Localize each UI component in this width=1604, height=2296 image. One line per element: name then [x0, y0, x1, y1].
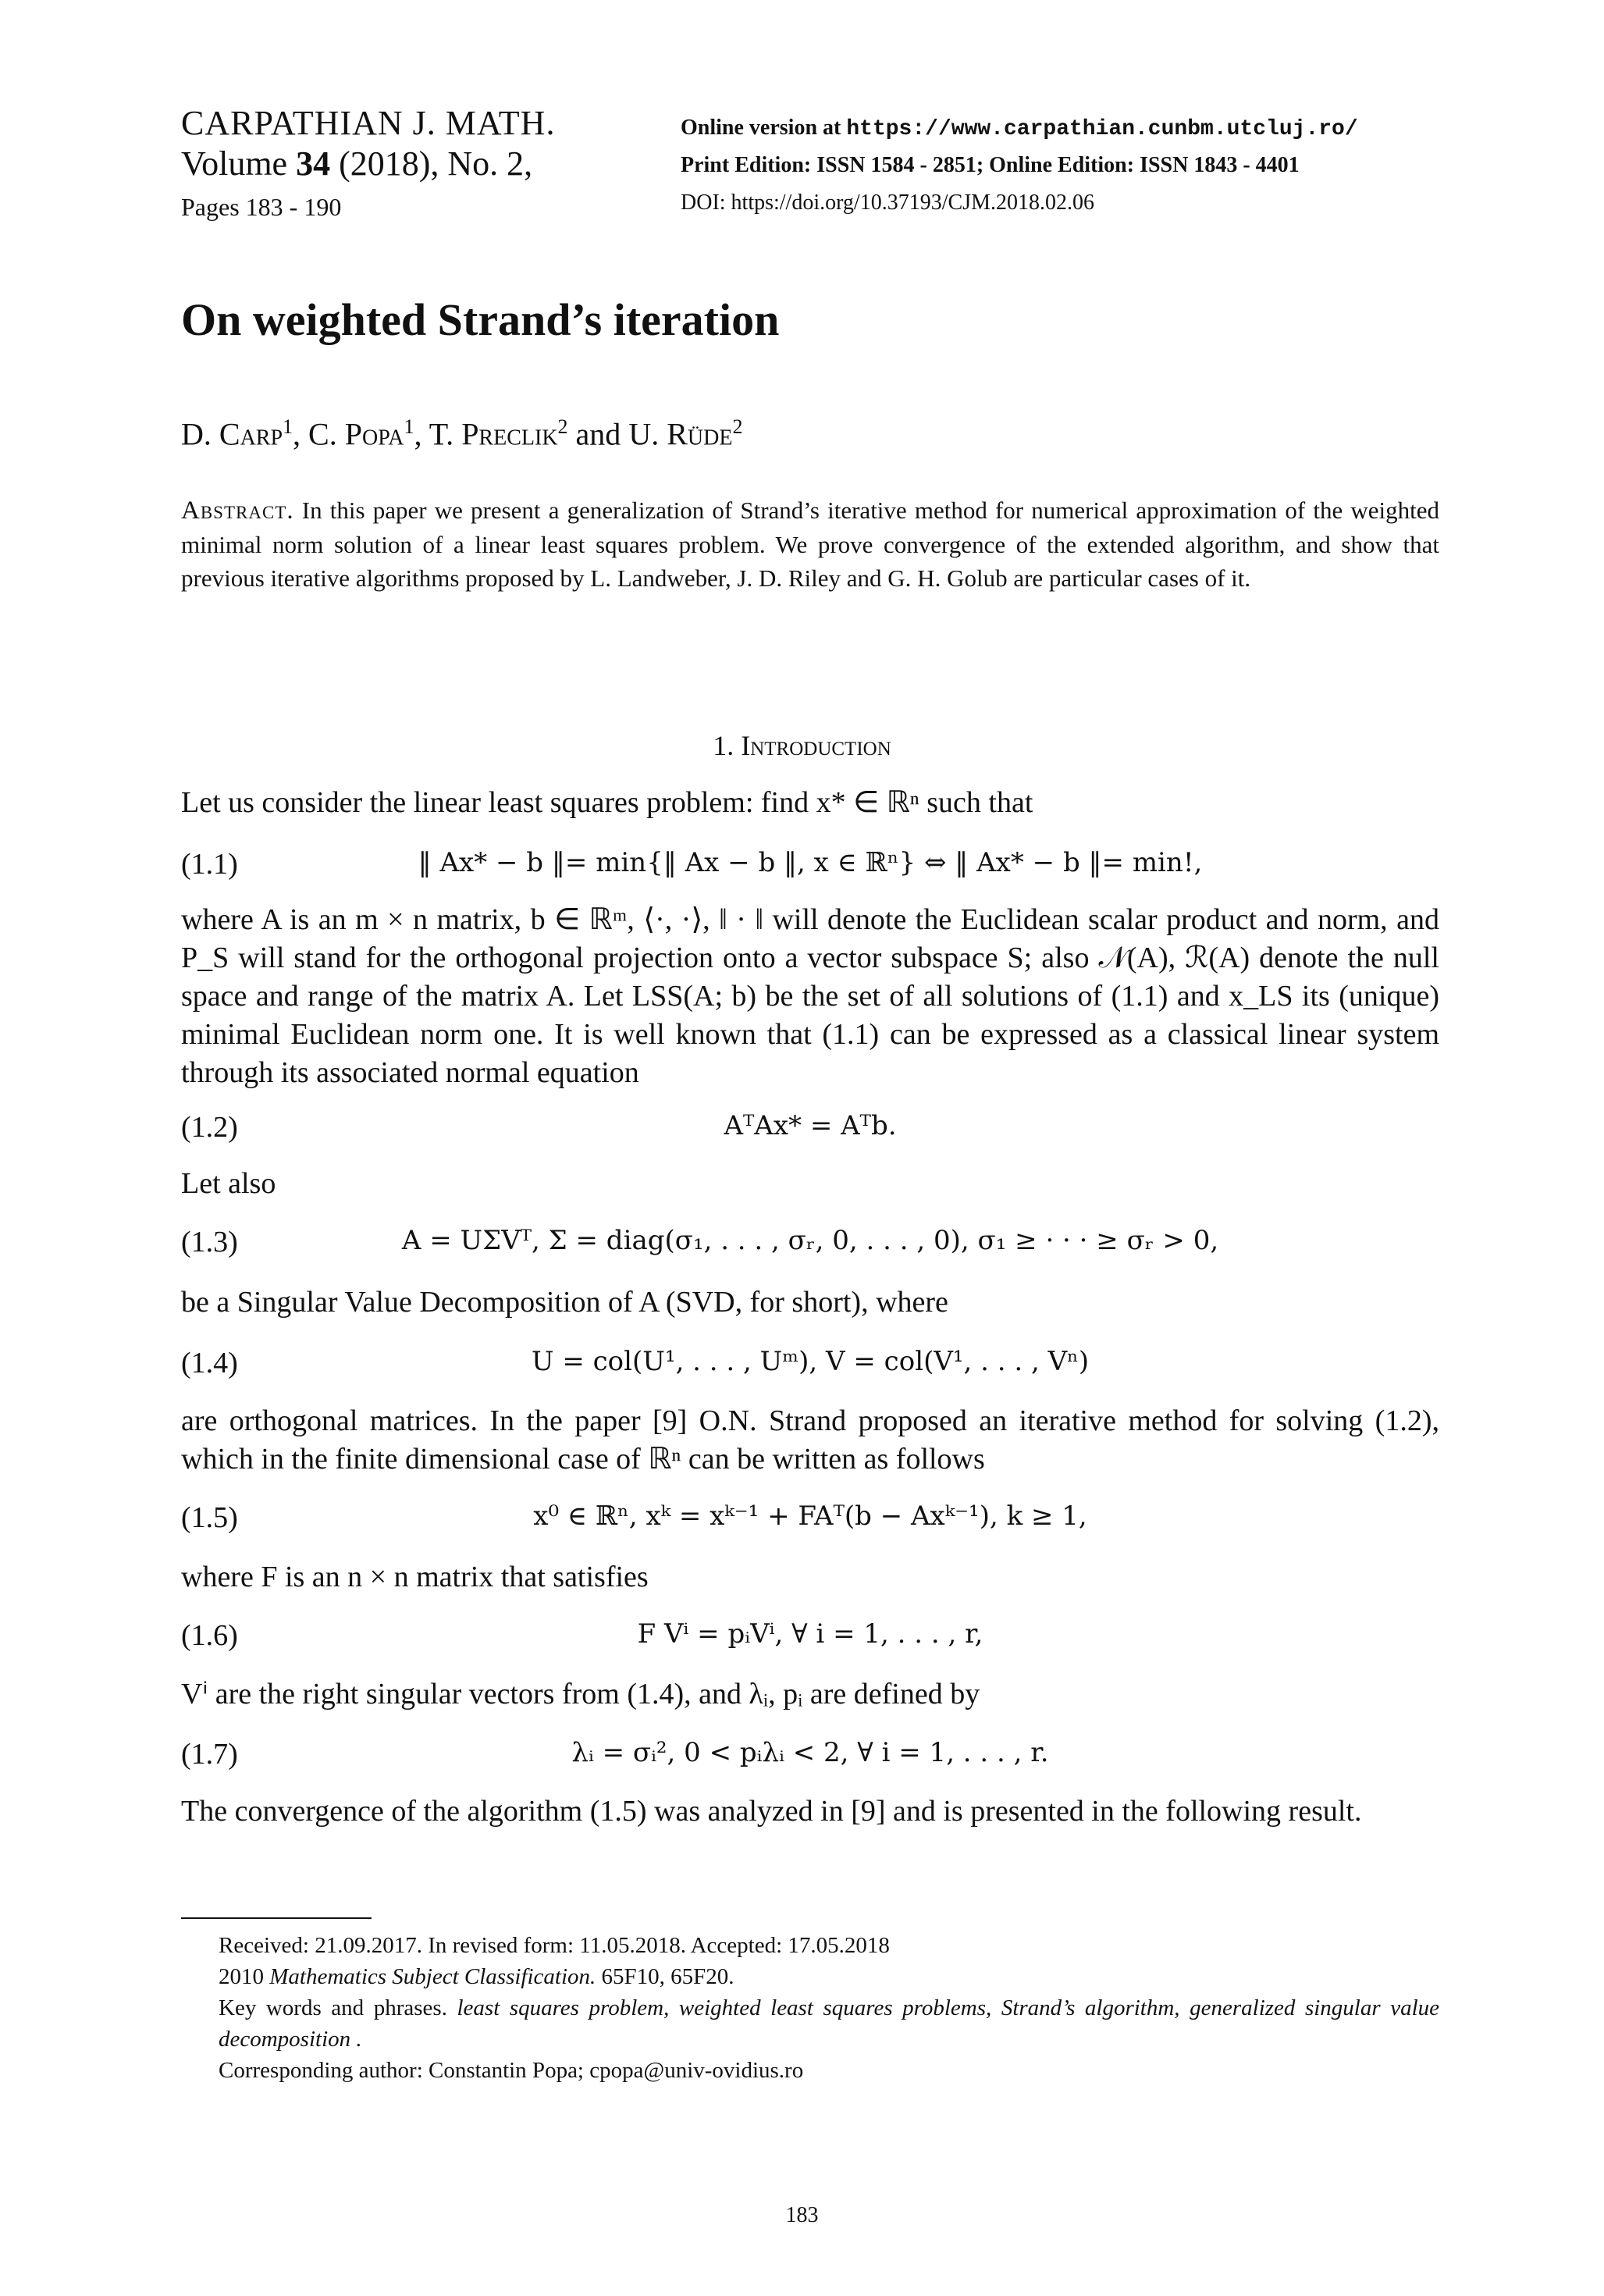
journal-pages: Pages 183 - 190 [181, 193, 342, 221]
issn-info: Print Edition: ISSN 1584 - 2851; Online Edition: ISSN 1843 - 4401 [681, 153, 1300, 177]
online-url-link[interactable]: https://www.carpathian.cunbm.utcluj.ro/ [846, 117, 1358, 141]
footnote-keywords: Key words and phrases. least squares problem, weighted least squares problems, Strand’s algorithm, generalized singular value decomposition . [219, 1995, 1439, 2052]
footnote-rule [181, 1917, 372, 1919]
equation-expression: λᵢ = σᵢ², 0 < pᵢλᵢ < 2, ∀ i = 1, . . . , r. [571, 1737, 1049, 1768]
footnotes [181, 1930, 1439, 2086]
equation [181, 847, 1439, 886]
abstract [181, 493, 1439, 595]
abstract-label: Abstract. [181, 497, 294, 525]
equation-expression: x⁰ ∈ ℝⁿ, xᵏ = xᵏ⁻¹ + FAᵀ(b − Axᵏ⁻¹), k ≥ 1, [533, 1500, 1087, 1532]
paragraph: where F is an n × n matrix that satisfies [181, 1561, 649, 1593]
abstract-text: In this paper we present a generalization of Strand’s iterative method for numerical approximation of the weighted minimal norm solution of a linear least squares problem. We prove convergence of the extended algorithm, and show that previous iterative algorithms proposed by L. Landweber, J. D. Riley and G. H. Golub are particular cases of it. [181, 497, 1439, 592]
paragraph: Let us consider the linear least squares problem: find x* ∈ ℝⁿ such that [181, 786, 1033, 819]
equation-number: (1.5) [181, 1501, 238, 1534]
paragraph: The convergence of the algorithm (1.5) was analyzed in [9] and is presented in the following result. [181, 1795, 1362, 1828]
equation-expression: U = col(U¹, . . . , Uᵐ), V = col(V¹, . . . , Vⁿ) [531, 1346, 1090, 1377]
equation-expression: AᵀAx* = Aᵀb. [724, 1110, 897, 1141]
footnote-corresponding: Corresponding author: Constantin Popa; cpopa@univ-ovidius.ro [219, 2058, 804, 2083]
page-number: 183 [785, 2203, 819, 2227]
paragraph: Let also [181, 1167, 276, 1200]
section-heading: 1. Introduction [713, 730, 891, 761]
footnote-received: Received: 21.09.2017. In revised form: 11.05.2018. Accepted: 17.05.2018 [219, 1933, 890, 1958]
doi-link[interactable]: DOI: https://doi.org/10.37193/CJM.2018.02.06 [681, 190, 1094, 215]
equation [181, 1346, 1439, 1385]
equation [181, 1737, 1439, 1776]
author-list: D. Carp$^1$, C. Popa$^1$, T. Preclik$^2$ and U. Rüde$^2$ [181, 415, 743, 452]
equation [181, 1500, 1439, 1540]
journal-name: CARPATHIAN J. MATH. [181, 104, 556, 142]
equation-number: (1.6) [181, 1619, 238, 1652]
paragraph: where A is an m × n matrix, b ∈ ℝᵐ, ⟨·, ·⟩, ‖ · ‖ will denote the Euclidean scalar product and norm, and P_S will stand for the orthogonal projection onto a vector subspace S; also 𝒩(A), ℛ(A) denote the null space and range of the matrix A. Let LSS(A; b) be the set of all solutions of (1.1) and x_LS its (unique) minimal Euclidean norm one. It is well known that (1.1) can be expressed as a classical linear system through its associated normal equation [181, 903, 1439, 1089]
equation-expression: A = UΣVᵀ, Σ = diag(σ₁, . . . , σᵣ, 0, . . . , 0), σ₁ ≥ · · · ≥ σᵣ > 0, [401, 1225, 1219, 1256]
equation-expression: ‖ Ax* − b ‖= min{‖ Ax − b ‖, x ∈ ℝⁿ} ⇔ ‖ Ax* − b ‖= min!, [418, 847, 1203, 878]
equation-number: (1.7) [181, 1738, 238, 1771]
online-version: Online version at https://www.carpathian.cunbm.utcluj.ro/ [681, 116, 1358, 141]
equation [181, 1110, 1439, 1149]
footnote-msc: 2010 Mathematics Subject Classification. 65F10, 65F20. [219, 1964, 734, 1989]
equation-number: (1.2) [181, 1111, 238, 1144]
paragraph: Vⁱ are the right singular vectors from (1.4), and λᵢ, pᵢ are defined by [181, 1678, 980, 1710]
paragraph: are orthogonal matrices. In the paper [9] O.N. Strand proposed an iterative method for solving (1.2), which in the finite dimensional case of ℝⁿ can be written as follows [181, 1404, 1439, 1475]
paper-title: On weighted Strand’s iteration [181, 294, 780, 345]
journal-info [181, 103, 649, 226]
equation-expression: F Vⁱ = pᵢVⁱ, ∀ i = 1, . . . , r, [637, 1618, 983, 1650]
equation [181, 1225, 1439, 1264]
equation-number: (1.4) [181, 1347, 238, 1379]
paragraph: be a Singular Value Decomposition of A (SVD, for short), where [181, 1286, 948, 1319]
equation-number: (1.1) [181, 848, 238, 881]
equation [181, 1618, 1439, 1657]
publication-info [681, 109, 1461, 222]
equation-number: (1.3) [181, 1226, 238, 1258]
journal-volume: Volume 34 (2018), No. 2, [181, 144, 533, 183]
